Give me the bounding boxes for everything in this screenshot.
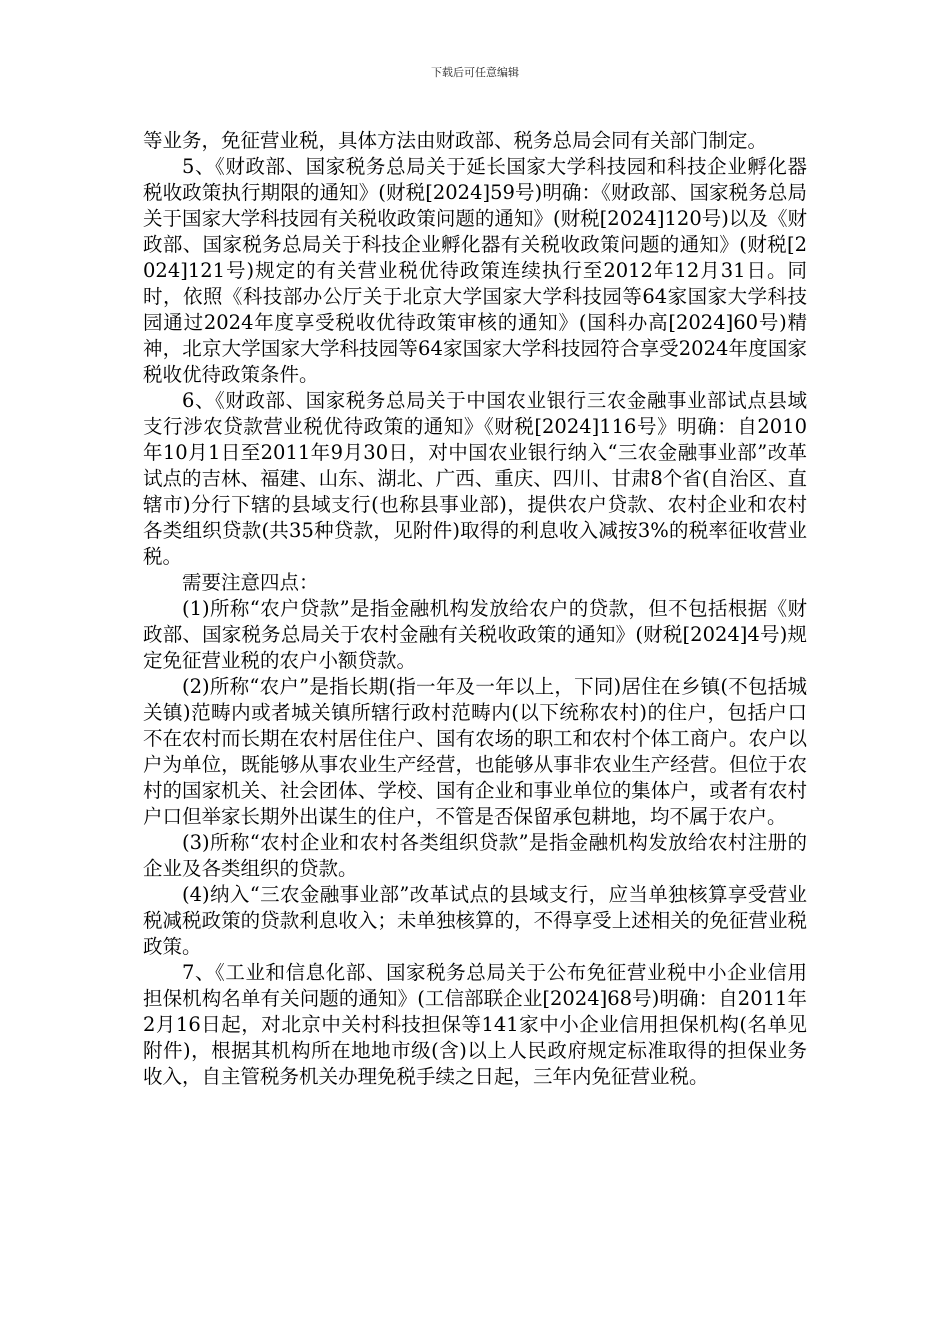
paragraph-continuation: 等业务，免征营业税，具体方法由财政部、税务总局会同有关部门制定。 <box>143 129 768 152</box>
paragraph-item-7: 7、《工业和信息化部、国家税务总局关于公布免征营业税中小企业信用担保机构名单有关问题的通知》(工信部联企业[2024]68号)明确：自2011年2月16日起，对北京中关村科技担保等141家中小企业信用担保机构(名单见附件)，根据其机构所在地地市级(含)以上人民政府规定标准取得的担保业务收入，自主管税务机关办理免税手续之日起，三年内免征营业税。 <box>143 961 807 1088</box>
document-body <box>143 128 807 1090</box>
paragraph-note-4: (4)纳入“三农金融事业部”改革试点的县域支行，应当单独核算享受营业税减税政策的贷款利息收入；未单独核算的，不得享受上述相关的免征营业税政策。 <box>143 883 807 958</box>
paragraph-note-2: (2)所称“农户”是指长期(指一年及一年以上，下同)居住在乡镇(不包括城关镇)范畴内或者城关镇所辖行政村范畴内(以下统称农村)的住户，包括户口不在农村而长期在农村居住住户、国有农场的职工和农村个体工商户。农户以户为单位，既能够从事农业生产经营，也能够从事非农业生产经营。但位于农村的国家机关、社会团体、学校、国有企业和事业单位的集体户，或者有农村户口但举家长期外出谋生的住户，不管是否保留承包耕地，均不属于农户。 <box>143 675 807 828</box>
paragraph-item-6: 6、《财政部、国家税务总局关于中国农业银行三农金融事业部试点县域支行涉农贷款营业税优待政策的通知》《财税[2024]116号》明确：自2010年10月1日至2011年9月30日，对中国农业银行纳入“三农金融事业部”改革试点的吉林、福建、山东、湖北、广西、重庆、四川、甘肃8个省(自治区、直辖市)分行下辖的县域支行(也称县事业部)，提供农户贷款、农村企业和农村各类组织贷款(共35种贷款，见附件)取得的利息收入减按3%的税率征收营业税。 <box>143 389 807 568</box>
paragraph-item-5: 5、《财政部、国家税务总局关于延长国家大学科技园和科技企业孵化器税收政策执行期限的通知》(财税[2024]59号)明确：《财政部、国家税务总局关于国家大学科技园有关税收政策问题的通知》(财税[2024]120号)以及《财政部、国家税务总局关于科技企业孵化器有关税收政策问题的通知》(财税[2024]121号)规定的有关营业税优待政策连续执行至2012年12月31日。同时，依照《科技部办公厅关于北京大学国家大学科技园等64家国家大学科技园通过2024年度享受税收优待政策审核的通知》(国科办高[2024]60号)精神，北京大学国家大学科技园等64家国家大学科技园符合享受2024年度国家税收优待政策条件。 <box>143 155 807 386</box>
paragraph-notes-heading: 需要注意四点： <box>182 571 319 594</box>
paragraph-note-3: (3)所称“农村企业和农村各类组织贷款”是指金融机构发放给农村注册的企业及各类组织的贷款。 <box>143 831 807 880</box>
page-header-note: 下载后可任意编辑 <box>431 66 519 79</box>
paragraph-note-1: (1)所称“农户贷款”是指金融机构发放给农户的贷款，但不包括根据《财政部、国家税务总局关于农村金融有关税收政策的通知》(财税[2024]4号)规定免征营业税的农户小额贷款。 <box>143 597 807 672</box>
